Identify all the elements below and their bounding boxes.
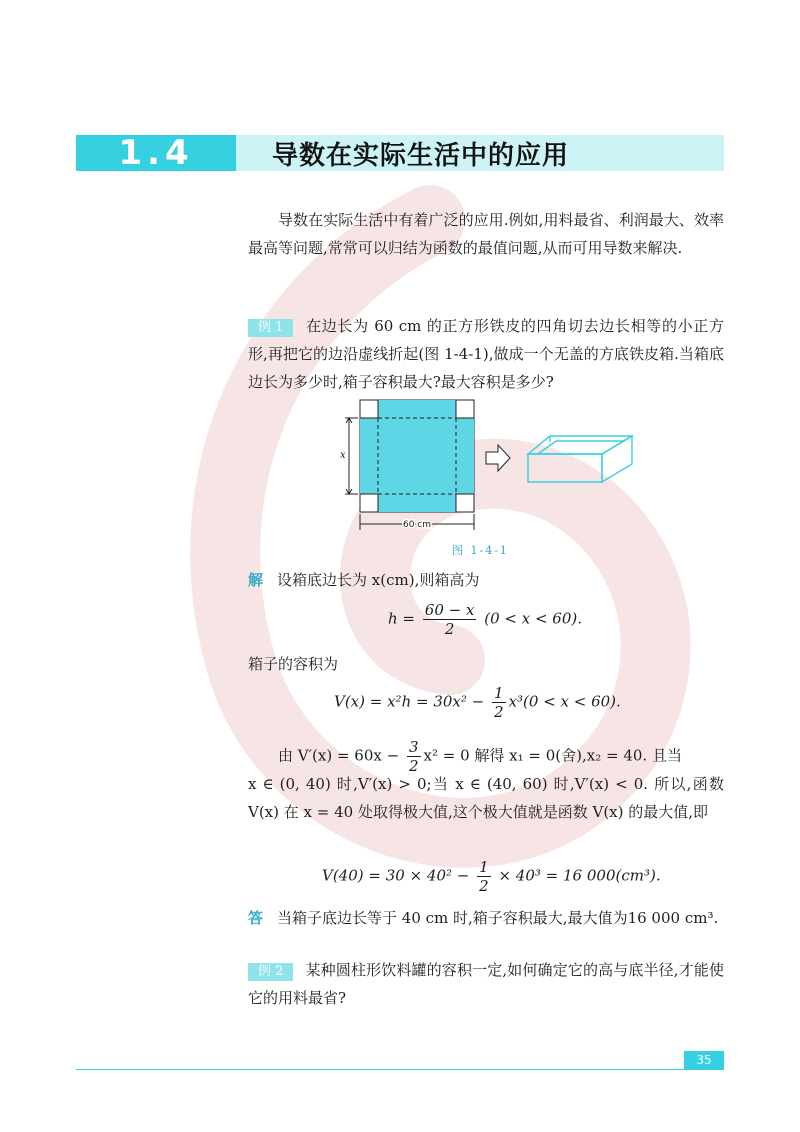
page-number: 35 <box>684 1051 724 1069</box>
solution-line-4: x ∈ (0, 40) 时,V′(x) > 0;当 x ∈ (40, 60) 时,V′(x) < 0. 所以,函数 V(x) 在 x = 40 处取得极大值,这个极大值就是函数 V(x) 的最大值,即 <box>248 775 724 821</box>
sheet-middle <box>378 400 456 512</box>
intro-paragraph: 导数在实际生活中有着广泛的应用.例如,用料最省、利润最大、效率最高等问题,常常可以归结为函数的最值问题,从而可用导数来解决. <box>248 211 724 257</box>
example-1 <box>248 312 724 396</box>
cut-corner-bl <box>360 494 378 512</box>
transform-arrow <box>486 445 510 471</box>
cut-corner-tl <box>360 400 378 418</box>
formula-volume: V(x) = x²h = 30x² − $\frac{1}{2}$ x³(0 < x < 60). <box>334 684 621 721</box>
answer: 答 当箱子底边长等于 40 cm 时,箱子容积最大,最大值为16 000 cm³. <box>248 909 719 927</box>
formula-height: h = $\frac{60 - x}{2}$ (0 < x < 60). <box>388 601 582 638</box>
section-header-bar <box>236 135 724 171</box>
section-title: 导数在实际生活中的应用 <box>272 140 570 171</box>
example-2-text: 某种圆柱形饮料罐的容积一定,如何确定它的高与底半径,才能使它的用料最省? <box>248 961 724 1007</box>
section-number: 1.4 <box>76 135 236 171</box>
formula-max-volume: V(40) = 30 × 40² − $\frac{1}{2}$ × 40³ = 16 000(cm³). <box>322 858 661 895</box>
width-label: 60 cm <box>402 520 432 530</box>
figure-caption: 图 1-4-1 <box>452 544 509 557</box>
cut-corner-tr <box>456 400 474 418</box>
answer-keyword: 答 <box>248 909 264 927</box>
example-2-tag: 例 2 <box>248 963 293 981</box>
open-box <box>528 436 632 482</box>
solution-line-3: 由 V′(x) = 60x − $\frac{3}{2}$ x² = 0 解得 x₁ = 0(舍),x₂ = 40. 且当 <box>278 738 682 775</box>
cut-corner-br <box>456 494 474 512</box>
footer-rule <box>76 1069 724 1070</box>
example-1-text: 在边长为 60 cm 的正方形铁皮的四角切去边长相等的小正方形,再把它的边沿虚线折起(图 1-4-1),做成一个无盖的方底铁皮箱.当箱底边长为多少时,箱子容积最大?最大容积是多少? <box>248 317 724 391</box>
example-2 <box>248 956 724 1012</box>
x-label: x <box>340 450 346 461</box>
solution-line-2: 箱子的容积为 <box>248 655 339 673</box>
example-1-tag: 例 1 <box>248 319 293 337</box>
x-dimension <box>345 418 358 494</box>
solution-keyword: 解 <box>248 571 264 589</box>
solution-line-1: 解 设箱底边长为 x(cm),则箱高为 <box>248 571 480 589</box>
figure-box-net <box>340 398 640 534</box>
